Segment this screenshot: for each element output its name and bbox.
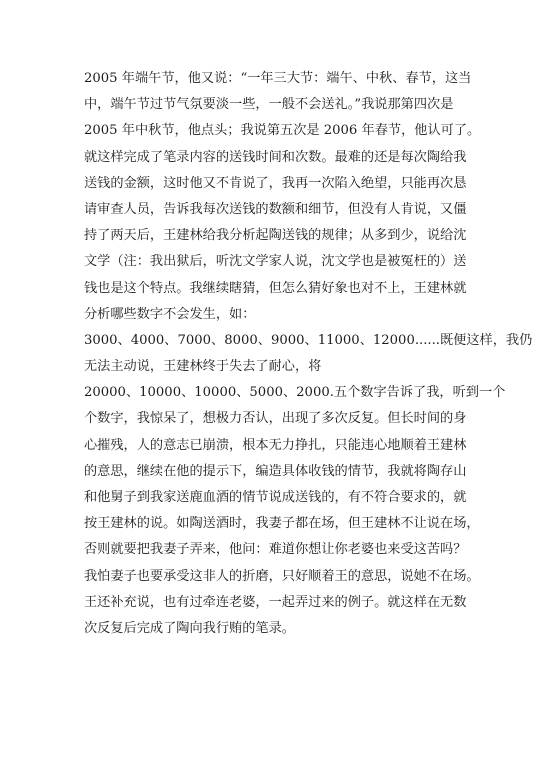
text-line-13: 20000、10000、10000、5000、2000.五个数字告诉了我，听到一个 (84, 385, 506, 401)
text-line-5: 送钱的金额，这时他又不肯说了，我再一次陷入绝望，只能再次恳 (84, 175, 467, 191)
text-line-22: 次反复后完成了陶向我行贿的笔录。 (84, 620, 295, 636)
body-text (84, 66, 533, 642)
text-line-15: 心摧残，人的意志已崩溃，根本无力挣扎，只能违心地顺着王建林 (84, 437, 467, 453)
text-line-11: 3000、4000、7000、8000、9000、11000、12000......既便这样，我仍 (84, 332, 533, 348)
text-line-21: 王还补充说，也有过牵连老婆，一起弄过来的例子。就这样在无数 (84, 594, 467, 610)
text-line-4: 就这样完成了笔录内容的送钱时间和次数。最难的还是每次陶给我 (84, 149, 467, 165)
text-line-10: 分析哪些数字不会发生，如： (84, 306, 256, 322)
text-line-20: 我怕妻子也要承受这非人的折磨，只好顺着王的意思，说她不在场。 (84, 568, 480, 584)
text-line-19: 否则就要把我妻子弄来，他问：难道你想让你老婆也来受这苦吗？ (84, 542, 467, 558)
text-line-2: 中，端午节过节气氛要淡一些，一般不会送礼。”我说那第四次是 (84, 97, 454, 113)
text-line-14: 个数字，我惊呆了，想极力否认，出现了多次反复。但长时间的身 (84, 411, 467, 427)
text-line-1: 2005 年端午节，他又说：“一年三大节：端午、中秋、春节，这当 (84, 71, 472, 86)
text-line-18: 按王建林的说。如陶送酒时，我妻子都在场，但王建林不让说在场， (84, 516, 480, 532)
text-line-9: 钱也是这个特点。我继续瞎猜，但怎么猜好象也对不上，王建林就 (84, 280, 467, 296)
text-line-12: 无法主动说，王建林终于失去了耐心，将 (84, 359, 322, 375)
text-line-7: 持了两天后，王建林给我分析起陶送钱的规律；从多到少，说给沈 (84, 228, 467, 244)
text-line-8: 文学（注：我出狱后，听沈文学家人说，沈文学也是被冤枉的）送 (84, 254, 467, 270)
text-line-6: 请审查人员，告诉我每次送钱的数额和细节，但没有人肯说，又僵 (84, 201, 467, 217)
text-line-3: 2005 年中秋节，他点头；我说第五次是 2006 年春节，他认可了。 (84, 123, 481, 139)
text-line-17: 和他舅子到我家送鹿血酒的情节说成送钱的，有不符合要求的，就 (84, 490, 467, 505)
text-line-16: 的意思，继续在他的提示下，编造具体收钱的情节，我就将陶存山 (84, 463, 467, 479)
